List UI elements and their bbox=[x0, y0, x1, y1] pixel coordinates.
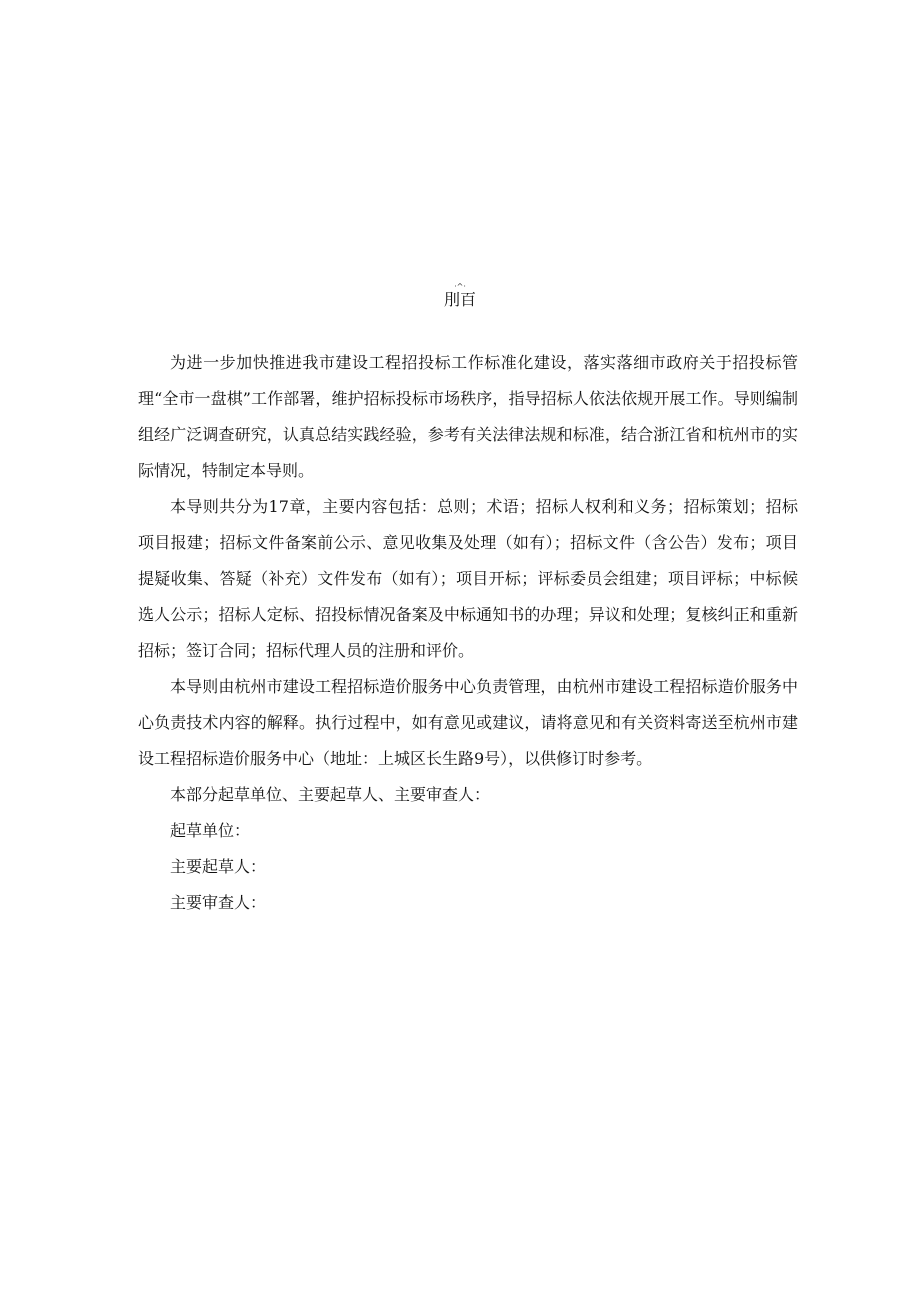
paragraph-contents: 本导则共分为17章，主要内容包括：总则；术语；招标人权利和义务；招标策划；招标项目报建；招标文件备案前公示、意见收集及处理（如有）；招标文件（含公告）发布；项目提疑收集、答疑（补充）文件发布（如有）；项目开标；评标委员会组建；项目评标；中标候选人公示；招标人定标、招投标情况备案及中标通知书的办理；异议和处理；复核纠正和重新招标；签订合同；招标代理人员的注册和评价。 bbox=[138, 497, 798, 660]
main-drafter-label: 主要起草人： bbox=[170, 857, 267, 876]
paragraph-management: 本导则由杭州市建设工程招标造价服务中心负责管理，由杭州市建设工程招标造价服务中心负责技术内容的解释。执行过程中，如有意见或建议，请将意见和有关资料寄送至杭州市建设工程招标造价服务中心（地址：上城区长生路9号），以供修订时参考。 bbox=[138, 677, 798, 768]
drafting-unit-label: 起草单位： bbox=[170, 821, 251, 840]
title-mark: ·^· bbox=[454, 282, 466, 291]
page-title: 刖百 bbox=[443, 290, 476, 309]
paragraph-purpose: 为进一步加快推进我市建设工程招投标工作标准化建设，落实落细市政府关于招投标管理“全市一盘棋”工作部署，维护招标投标市场秩序，指导招标人依法依规开展工作。导则编制组经广泛调查研究，认真总结实践经验，参考有关法律法规和标准，结合浙江省和杭州市的实际情况，特制定本导则。 bbox=[138, 353, 798, 480]
main-reviewer-label: 主要审查人： bbox=[170, 893, 267, 912]
body-text bbox=[138, 345, 798, 921]
drafters-intro: 本部分起草单位、主要起草人、主要审查人： bbox=[170, 785, 491, 804]
